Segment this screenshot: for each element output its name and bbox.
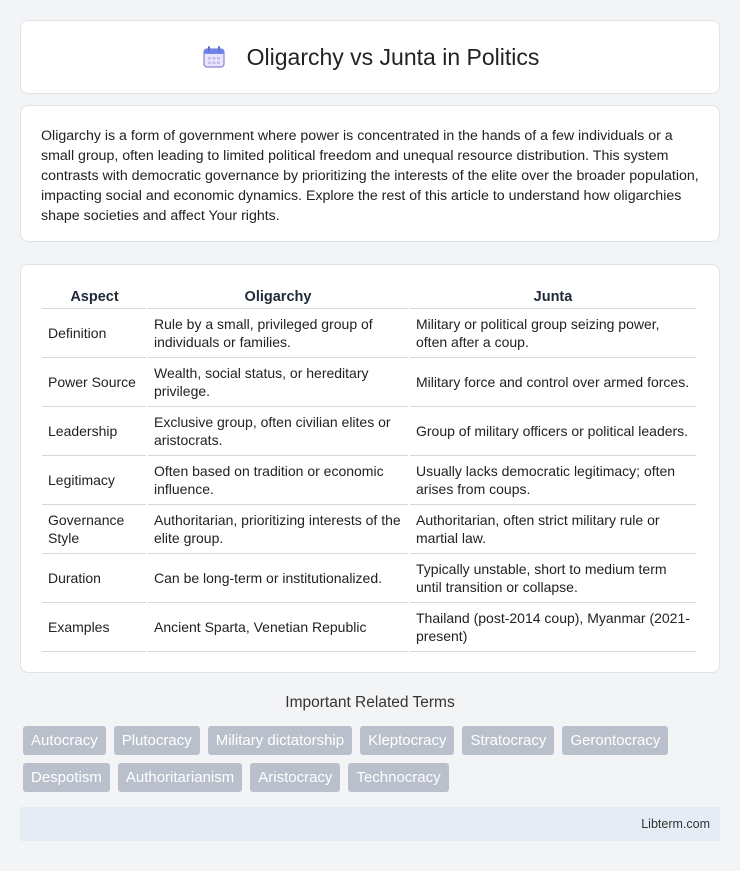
table-header-row [42, 285, 697, 308]
calendar-icon [201, 44, 227, 70]
table-cell-junta: Authoritarian, often strict military rule or martial law. [409, 504, 697, 553]
table-cell-oligarchy: Rule by a small, privileged group of individuals or families. [147, 308, 409, 357]
table-cell-junta: Thailand (post-2014 coup), Myanmar (2021-present) [409, 602, 697, 651]
table-cell-junta: Group of military officers or political leaders. [409, 406, 697, 455]
term-tag-technocracy[interactable]: Technocracy [348, 763, 448, 792]
column-header-oligarchy: Oligarchy [147, 285, 409, 308]
table-cell-oligarchy: Wealth, social status, or hereditary privilege. [147, 357, 409, 406]
table-cell-aspect: Definition [42, 308, 147, 357]
table-row [42, 357, 697, 406]
table-row [42, 602, 697, 651]
table-row [42, 553, 697, 602]
table-cell-aspect: Examples [42, 602, 147, 651]
related-terms-list [23, 726, 723, 792]
table-row [42, 504, 697, 553]
table-cell-junta: Usually lacks democratic legitimacy; often arises from coups. [409, 455, 697, 504]
related-terms-title: Important Related Terms [285, 694, 455, 711]
table-cell-aspect: Governance Style [42, 504, 147, 553]
column-header-junta: Junta [409, 285, 697, 308]
table-cell-junta: Military force and control over armed forces. [409, 357, 697, 406]
table-row [42, 455, 697, 504]
table-cell-oligarchy: Exclusive group, often civilian elites or aristocrats. [147, 406, 409, 455]
header-card [20, 20, 720, 94]
footer [20, 807, 720, 841]
table-row [42, 406, 697, 455]
table-cell-oligarchy: Often based on tradition or economic influence. [147, 455, 409, 504]
term-tag-military-dictatorship[interactable]: Military dictatorship [208, 726, 352, 755]
table-cell-junta: Military or political group seizing power, often after a coup. [409, 308, 697, 357]
table-cell-aspect: Power Source [42, 357, 147, 406]
table-cell-oligarchy: Can be long-term or institutionalized. [147, 553, 409, 602]
table-cell-aspect: Duration [42, 553, 147, 602]
intro-card [20, 105, 720, 242]
table-row [42, 308, 697, 357]
table-cell-junta: Typically unstable, short to medium term until transition or collapse. [409, 553, 697, 602]
term-tag-despotism[interactable]: Despotism [23, 763, 110, 792]
comparison-table-card [20, 264, 720, 673]
table-cell-aspect: Legitimacy [42, 455, 147, 504]
intro-text: Oligarchy is a form of government where power is concentrated in the hands of a few individuals or a small group, often leading to limited political freedom and unequal resource distribution. This system contrasts with democratic governance by prioritizing the interests of the elite over the broader population, impacting social and economic dynamics. Explore the rest of this article to understand how oligarchies shape societies and affect Your rights. [41, 128, 699, 224]
term-tag-kleptocracy[interactable]: Kleptocracy [360, 726, 454, 755]
term-tag-plutocracy[interactable]: Plutocracy [114, 726, 200, 755]
table-cell-oligarchy: Ancient Sparta, Venetian Republic [147, 602, 409, 651]
term-tag-stratocracy[interactable]: Stratocracy [462, 726, 554, 755]
term-tag-aristocracy[interactable]: Aristocracy [250, 763, 340, 792]
comparison-table [42, 285, 698, 652]
page-title: Oligarchy vs Junta in Politics [246, 43, 540, 70]
term-tag-gerontocracy[interactable]: Gerontocracy [562, 726, 668, 755]
table-cell-aspect: Leadership [42, 406, 147, 455]
table-cell-oligarchy: Authoritarian, prioritizing interests of the elite group. [147, 504, 409, 553]
column-header-aspect: Aspect [42, 285, 147, 308]
term-tag-authoritarianism[interactable]: Authoritarianism [118, 763, 242, 792]
footer-site-link[interactable]: Libterm.com [641, 817, 710, 831]
term-tag-autocracy[interactable]: Autocracy [23, 726, 106, 755]
